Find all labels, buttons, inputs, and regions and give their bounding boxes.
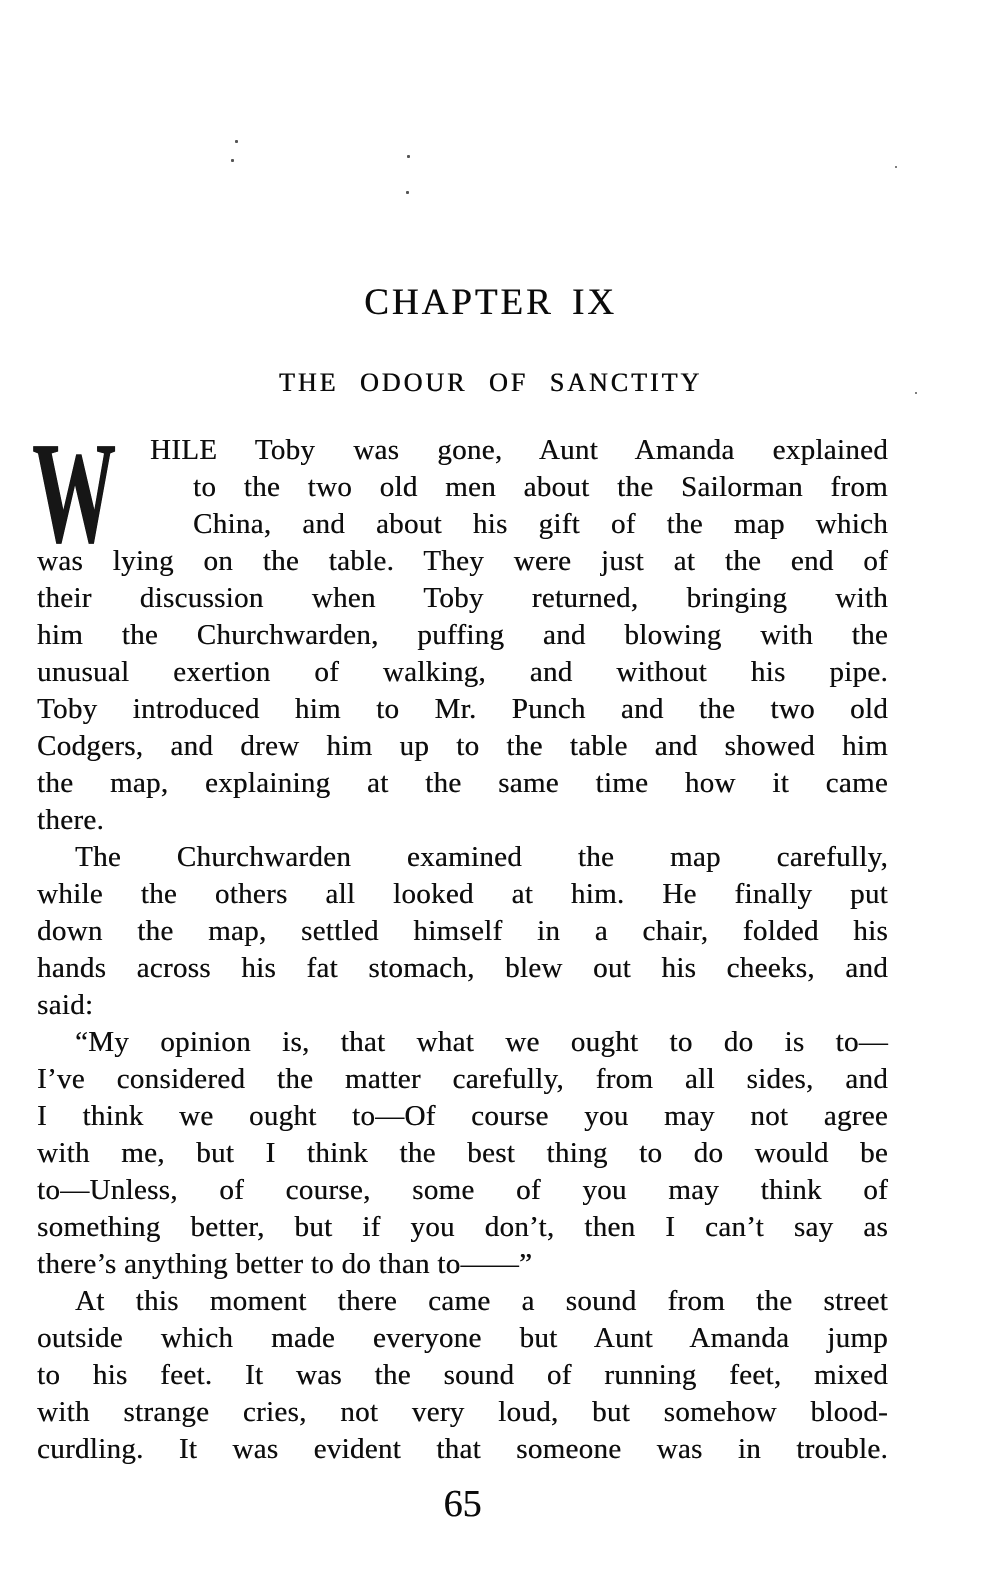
text-line: to his feet. It was the sound of running feet, mixed xyxy=(37,1359,888,1391)
text-line: was lying on the table. They were just at the end of xyxy=(37,545,888,577)
text-line: there’s anything better to do than to——” xyxy=(37,1248,533,1280)
text-line: I think we ought to—Of course you may not agree xyxy=(37,1100,888,1132)
text-line: to—Unless, of course, some of you may think of xyxy=(37,1174,888,1206)
text-line: to the two old men about the Sailorman from xyxy=(193,471,888,503)
text-line: I’ve considered the matter carefully, from all sides, and xyxy=(37,1063,888,1095)
text-line: while the others all looked at him. He finally put xyxy=(37,878,888,910)
text-line: him the Churchwarden, puffing and blowing with the xyxy=(37,619,888,651)
text-line: something better, but if you don’t, then I can’t say as xyxy=(37,1211,888,1243)
scan-speck xyxy=(235,140,238,143)
drop-cap xyxy=(32,412,119,574)
section-title: THE ODOUR OF SANCTITY xyxy=(278,368,703,397)
text-line: with strange cries, not very loud, but somehow blood- xyxy=(37,1396,888,1428)
text-line: there. xyxy=(37,804,105,836)
scan-speck xyxy=(231,159,234,162)
page-text xyxy=(32,412,888,1468)
text-line: unusual exertion of walking, and without his pipe. xyxy=(37,656,888,688)
text-line: their discussion when Toby returned, bringing with xyxy=(37,582,888,614)
paragraph xyxy=(37,1283,888,1468)
text-line: The Churchwarden examined the map carefully, xyxy=(75,841,888,873)
scan-speck xyxy=(895,166,897,168)
text-line: outside which made everyone but Aunt Amanda jump xyxy=(37,1322,888,1354)
text-line: said: xyxy=(37,989,94,1021)
drop-cap-letter: W xyxy=(32,412,117,574)
text-line: At this moment there came a sound from the street xyxy=(75,1285,888,1317)
text-line: HILE Toby was gone, Aunt Amanda explained xyxy=(150,434,888,466)
text-line: curdling. It was evident that someone was in trouble. xyxy=(37,1433,888,1465)
paragraph xyxy=(37,839,888,1024)
text-line: with me, but I think the best thing to do would be xyxy=(37,1137,888,1169)
scan-speck xyxy=(406,191,409,194)
text-line: “My opinion is, that what we ought to do is to— xyxy=(75,1026,888,1058)
paragraph xyxy=(37,1024,888,1283)
text-line: hands across his fat stomach, blew out his cheeks, and xyxy=(37,952,888,984)
text-line: Toby introduced him to Mr. Punch and the two old xyxy=(37,693,888,725)
paragraph xyxy=(37,432,888,839)
chapter-heading: CHAPTER IX xyxy=(364,282,617,323)
text-line: Codgers, and drew him up to the table and showed him xyxy=(37,730,888,762)
text-line: China, and about his gift of the map which xyxy=(193,508,888,540)
text-line: down the map, settled himself in a chair, folded his xyxy=(37,915,888,947)
text-line: the map, explaining at the same time how it came xyxy=(37,767,888,799)
scan-speck xyxy=(407,155,410,158)
page-number: 65 xyxy=(443,1483,482,1525)
paragraphs-container xyxy=(37,432,888,1468)
